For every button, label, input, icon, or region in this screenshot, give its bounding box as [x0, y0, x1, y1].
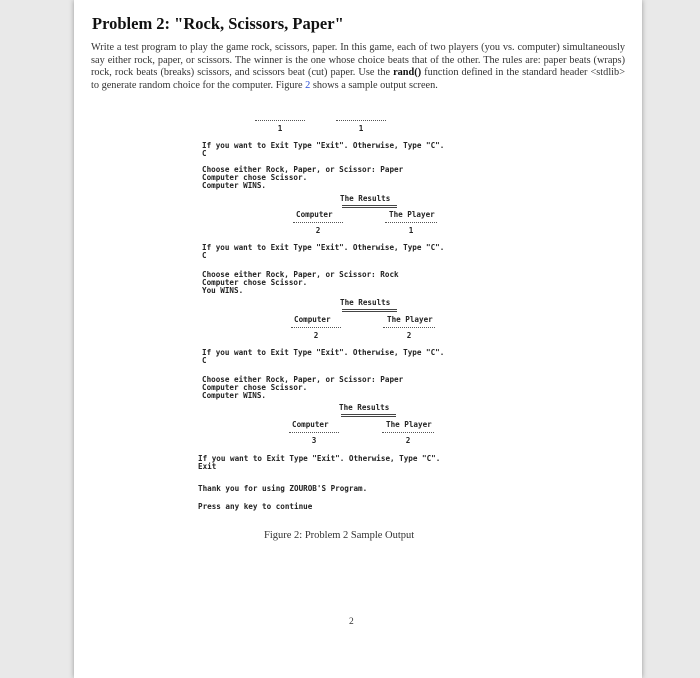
player-score: 1 — [408, 226, 414, 235]
exit-prompt: If you want to Exit Type "Exit". Otherwise, Type "C". — [202, 348, 445, 357]
results-title: The Results — [339, 403, 390, 412]
results-title: The Results — [340, 194, 391, 203]
initial-computer-score: 1 — [277, 124, 283, 133]
intro-text-3: shows a sample output screen. — [310, 79, 438, 91]
column-underline — [385, 222, 437, 223]
column-underline — [383, 327, 435, 328]
round-result-line: You WINS. — [202, 286, 244, 295]
choice-line: Choose either Rock, Paper, or Scissor: Paper — [202, 165, 404, 174]
problem-description — [91, 42, 625, 92]
column-player: The Player — [386, 420, 432, 429]
press-any-key-line: Press any key to continue — [198, 502, 313, 511]
choice-line: Choose either Rock, Paper, or Scissor: Paper — [202, 375, 404, 384]
computer-score: 2 — [315, 226, 321, 235]
user-exit-input: Exit — [198, 462, 217, 471]
user-input: C — [202, 149, 207, 158]
player-score: 2 — [405, 436, 411, 445]
initial-player-score: 1 — [358, 124, 364, 133]
computer-choice-line: Computer chose Scissor. — [202, 173, 308, 182]
computer-score: 2 — [313, 331, 319, 340]
exit-prompt: If you want to Exit Type "Exit". Otherwise, Type "C". — [202, 243, 445, 252]
thanks-line: Thank you for using ZOUROB'S Program. — [198, 484, 368, 493]
player-score: 2 — [406, 331, 412, 340]
intro-text-1: Write a test program to play the game rock, scissors, paper. In this game, each of two players (you vs. computer) simultaneously say either rock, paper, or scissors. The winner is the one whose choice beats that of the other. The rules are: paper beats (wraps) rock, rock beats (breaks) scissors, and scissors beat (cut) paper. Use the — [91, 42, 625, 79]
user-input: C — [202, 356, 207, 365]
score-underline — [255, 120, 305, 121]
round-result-line: Computer WINS. — [202, 181, 267, 190]
column-player: The Player — [387, 315, 433, 324]
computer-score: 3 — [311, 436, 317, 445]
rand-function: rand() — [393, 67, 422, 79]
column-computer: Computer — [294, 315, 331, 324]
score-underline — [336, 120, 386, 121]
exit-prompt: If you want to Exit Type "Exit". Otherwise, Type "C". — [202, 141, 445, 150]
column-underline — [289, 432, 339, 433]
user-input: C — [202, 251, 207, 260]
intro-text-2: function defined in the standard header <stdlib> to generate random choice for the computer. Figure — [91, 67, 625, 91]
column-player: The Player — [389, 210, 435, 219]
column-underline — [293, 222, 343, 223]
problem-title: Problem 2: "Rock, Scissors, Paper" — [92, 14, 344, 33]
column-underline — [382, 432, 434, 433]
exit-prompt: If you want to Exit Type "Exit". Otherwise, Type "C". — [198, 454, 441, 463]
page-number: 2 — [349, 617, 354, 627]
results-title-underline — [341, 414, 396, 417]
document-page — [74, 0, 642, 678]
round-result-line: Computer WINS. — [202, 391, 267, 400]
column-underline — [291, 327, 341, 328]
results-title-underline — [342, 205, 397, 208]
computer-choice-line: Computer chose Scissor. — [202, 383, 308, 392]
choice-line: Choose either Rock, Paper, or Scissor: Rock — [202, 270, 399, 279]
results-title-underline — [342, 309, 397, 312]
computer-choice-line: Computer chose Scissor. — [202, 278, 308, 287]
results-title: The Results — [340, 298, 391, 307]
figure-caption: Figure 2: Problem 2 Sample Output — [264, 530, 415, 541]
column-computer: Computer — [296, 210, 333, 219]
column-computer: Computer — [292, 420, 329, 429]
figure-reference-link[interactable]: 2 — [305, 79, 311, 91]
